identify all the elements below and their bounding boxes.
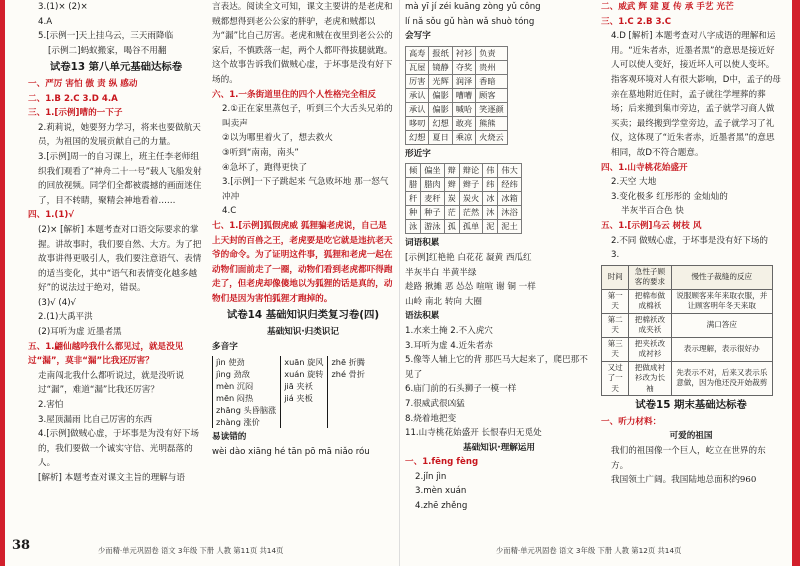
word-cell: 伟 [483, 164, 498, 178]
table-header-cell: 急性子顾客的要求 [629, 265, 671, 289]
word-cell: 泥 [483, 220, 498, 234]
word-cell: 辩论 [459, 164, 482, 178]
answer-line: wèi dào xiāng hé tān pō mā niǎo róu [212, 446, 370, 457]
answer-line: 易读错的 [212, 432, 247, 443]
answer-line: 山岭 南北 转向 大圈 [405, 296, 482, 307]
table-cell: 把棉布做成棉袄 [629, 289, 671, 313]
answer-line: 试卷14 基础知识归类复习卷(四) [226, 309, 380, 322]
word-cell: 偏坐 [421, 164, 444, 178]
answer-line: 六、1.一条街道里住的四个人性格完全相反 [212, 89, 376, 100]
word-cell: 承认 [406, 88, 429, 102]
answer-line: 5.[示例一]天上挂乌云，三天雨降临 [38, 31, 174, 42]
word-cell: 茫 [444, 206, 459, 220]
answer-line: 6.庙门前的石头狮子一模一样 [405, 384, 517, 395]
answer-line: ④急坏了，跑得更快了 [222, 162, 308, 173]
word-cell: 火烧云 [476, 130, 508, 144]
answer-line: 四、1.山寺桃花始盛开 [601, 162, 688, 173]
polyphone-cell: mēn 闷热 [213, 392, 281, 404]
answer-line: (2)耳听为虚 近墨者黑 [38, 327, 122, 338]
answer-line: 3.屋顶漏雨 比自己厉害的东西 [38, 414, 153, 425]
answer-column-4 [601, 0, 781, 540]
answer-line: 3.mèn xuán [415, 486, 467, 497]
polyphone-cell: xuán 旋转 [281, 368, 328, 380]
word-cell: 经纬 [498, 178, 521, 192]
table-header-cell: 慢性子裁缝的反应 [671, 265, 773, 289]
word-cell: 贵州 [476, 60, 508, 74]
answer-line: 2.天空 大地 [611, 177, 657, 188]
word-cell: 承认 [406, 102, 429, 116]
word-cell: 孤 [444, 220, 459, 234]
answer-line: 2.jǐn jìn [415, 471, 447, 482]
word-cell: 顾客 [476, 88, 508, 102]
answer-line: 可爱的祖国 [669, 431, 713, 442]
word-cell: 镜静 [429, 60, 452, 74]
word-cell: 炭火 [459, 192, 482, 206]
answer-line: 五、1.[示例]乌云 树枝 风 [601, 220, 702, 231]
answer-line: ③听到“南南，南头” [222, 147, 299, 158]
answer-line: 半灰半白 半黄半绿 [405, 267, 477, 278]
answer-line: 4.C [222, 206, 237, 217]
word-cell: 种 [406, 206, 421, 220]
answer-line: 3. [611, 250, 620, 261]
table-cell: 把夹袄改成衬衫 [629, 337, 671, 361]
word-cell: 冰箱 [498, 192, 521, 206]
story-table [601, 265, 781, 397]
word-cell: 瓦屋 [406, 60, 429, 74]
table-header-cell: 时间 [602, 265, 629, 289]
answer-line: 语法积累 [405, 311, 440, 322]
answer-line: 基础知识·归类识记 [266, 327, 339, 338]
word-cell: 倾 [406, 164, 421, 178]
answer-line: 8.烧着地把变 [405, 413, 457, 424]
answer-line: 试卷15 期末基础达标卷 [635, 399, 747, 412]
word-cell: 秆 [406, 192, 421, 206]
answer-line: 2.不同 做贼心虚，于坏事是没有好下场的 [611, 235, 769, 246]
word-cell: 辩 [444, 164, 459, 178]
answer-line: 二、1.B 2.C 3.D 4.A [28, 93, 118, 104]
answer-line: 一、严厉 害怕 傲 责 纵 感动 [28, 78, 138, 89]
word-cell: 高寿 [406, 46, 429, 60]
answer-line: 基础知识·理解运用 [462, 442, 535, 453]
answer-line: 多音字 [212, 341, 238, 352]
word-cell: 炭 [444, 192, 459, 206]
answer-line: 4.D [解析] 本题考查对八字成语的理解和运用。“近朱者赤，近墨者黑”的意思是接近好人可以使人变好，接近坏人可以使人变坏。指客观环境对人有很大影响，D中，孟子的母亲在墓地附近住时，孟子就往学埋葬的葬场；后来搬到集市旁边，孟子就学习商人做买卖；最终搬到学堂旁边，孟子就学习了礼仪，这体现了“近朱者赤，近墨者黑”的意思相同，故D不符合题意。 [611, 31, 781, 158]
word-cell: 辫 [444, 178, 459, 192]
answer-line: 词语积累 [405, 238, 440, 249]
word-cell: 游泳 [421, 220, 444, 234]
answer-line: 4.zhē zhěng [415, 501, 468, 512]
polyphone-cell: jiá 夹板 [281, 392, 328, 404]
answer-line: 我国领土广阔。我国陆地总面积约960 [611, 475, 757, 486]
word-cell: 笑逐颜 [476, 102, 508, 116]
word-cell: 泳 [406, 220, 421, 234]
answer-line: 4.[示例]做贼心虚，于坏事是为没有好下场的，我们要做一个诚实守信、光明磊落的人。 [38, 429, 199, 469]
answer-line: [示例二]蚂蚁搬家，喝谷不用翻 [48, 45, 167, 56]
polyphone-cell [328, 380, 369, 392]
answer-line: 三、1.C 2.B 3.C [601, 16, 672, 27]
polyphone-cell [281, 416, 328, 428]
table-cell: 又过了一天 [602, 361, 629, 396]
table-cell: 先表示不对，后来又表示乐意做，因为他还没开始裁剪 [671, 361, 773, 396]
answer-line: 3.变化极多 红彤彤的 金灿灿的 [611, 191, 728, 202]
right-edge-bar [792, 0, 800, 566]
answer-line: (2)× [解析] 本题考查对口语交际要求的掌握。讲故事时，我们要自然、大方。为了把故事讲得更吸引人，我们要注意语气、表情的适当变化，其中“语气和表情变化越多越好”的说法过于绝对，错误。 [38, 224, 202, 294]
word-cell: 辫子 [459, 178, 482, 192]
table-cell: 第三天 [602, 337, 629, 361]
footer-right: 少而精·单元巩固卷 语文 3年级 下册 人教 第12页 共14页 [496, 546, 682, 555]
answer-line: 言表达。阅读全文可知，课文主要讲的是老虎和贼都想得到老公公家的胖驴，老虎和贼都以为“漏”比自己厉害。老虎和贼在夜里到老公公的家后，不慎跌落一起，两个人都吓得拔腿就跑。这个故事告诉我们做贼心虚，于坏事是没有好下场的。 [212, 2, 393, 85]
answer-line: 2.害怕 [38, 400, 64, 411]
answer-line: 3.[示例]周一的自习课上，班主任李老师组织我们观看了“神舟二十一号”载人飞船发射的回放视频。同学们全都被震撼的画面迷住了，目不转睛，聚精会神地看着…… [38, 151, 202, 206]
answer-line: 三、1.[示例]嘈的一下子 [28, 108, 123, 119]
polyphone-cell [328, 404, 369, 416]
answer-line: mà yī jí zéi kuāng zòng yǔ công [405, 2, 541, 12]
answer-line: 一、听力材料： [601, 416, 662, 427]
answer-line: 二、威武 辉 建 夏 传 承 手艺 光芒 [601, 2, 734, 12]
word-cell: 茫然 [459, 206, 482, 220]
answer-line: ②以为哪里着火了，想去救火 [222, 133, 333, 144]
word-cell: 光辉 [429, 74, 452, 88]
answer-line: 2.莉莉说，她要努力学习，将来也要做航天员，为祖国的发展贡献自己的力量。 [38, 122, 201, 148]
answer-line: 3.[示例]一下子跳起来 气急败坏地 那一怒气冲冲 [222, 177, 389, 202]
word-cell: 夺奖 [452, 60, 475, 74]
word-cell: 伟大 [498, 164, 521, 178]
polyphone-cell: jìn 使劲 [213, 356, 281, 368]
answer-line: 五、1.翩仙越吟我什么都见过，就是没见过“漏”，莫非“漏”比我还厉害？ [28, 341, 184, 367]
word-cell: 报纸 [429, 46, 452, 60]
word-cell: 乘凉 [452, 130, 475, 144]
answer-line: 5.像等人辅上它的背 那匹马大起来了，爬巴那不见了 [405, 355, 588, 380]
answer-line: 1.水来土掩 2.不入虎穴 [405, 325, 493, 336]
answer-line: 会写字 [405, 31, 431, 42]
word-cell: 沐 [483, 206, 498, 220]
answer-line: 四、1.(1)√ [28, 210, 74, 221]
page-divider [399, 0, 400, 566]
word-cell: 喊哈 [452, 102, 475, 116]
word-cell: 夏日 [429, 130, 452, 144]
word-cell: 敢亮 [452, 116, 475, 130]
answer-line: 11.山寺桃花始盛开 长恨春归无觅处 [405, 428, 542, 439]
answer-line: 3.(1)× (2)× [38, 2, 88, 12]
word-cell: 腊肉 [421, 178, 444, 192]
answer-line: 3.耳听为虚 4.近朱者赤 [405, 340, 493, 351]
answer-line: [解析] 本题考查对课文主旨的理解与语 [38, 473, 185, 483]
word-cell: 负责 [476, 46, 508, 60]
answer-line: (3)√ (4)√ [38, 297, 77, 308]
word-cell: 偏影 [429, 88, 452, 102]
answer-line: 七、1.[示例]狐假虎威 狐狸骗老虎说，自己是上天封的百兽之王，老虎要是吃它就是违抗老天爷的命令。为了证明这件事，狐狸和老虎一起在动物们面前走了一圈，动物们看到老虎都吓得跑走了，但老虎却像傻地以为狐狸的话是真的，动物们是因为害怕狐狸才跑掉的。 [212, 220, 393, 304]
answer-line: 我们的祖国像一个巨人，屹立在世界的东方。 [611, 445, 766, 471]
polyphone-table [212, 356, 369, 428]
left-edge-bar [0, 0, 5, 566]
answer-line: 走南闯北我什么都听说过，就是没听说过“漏”，难道“漏”比我还厉害？ [38, 370, 185, 396]
answer-line: lí nǎ sǒu gǔ hàn wǎ shuò tóng [405, 16, 535, 27]
word-cell: 香暗 [476, 74, 508, 88]
word-cell: 泥土 [498, 220, 521, 234]
answer-line: 试卷13 第八单元基础达标卷 [49, 61, 183, 74]
answer-line: 一、1.fēng fèng [405, 457, 479, 468]
answer-line: 2.①正在家里蒸包子，听到三个大舌头兄弟的叫卖声 [222, 104, 393, 129]
polyphone-cell: zhé 骨折 [328, 368, 369, 380]
word-grid [405, 46, 508, 145]
word-cell: 偏影 [429, 102, 452, 116]
similar-char-grid [405, 163, 522, 234]
word-cell: 润泽 [452, 74, 475, 88]
polyphone-cell [281, 404, 328, 416]
table-cell: 表示理解，表示很好办 [671, 337, 773, 361]
table-cell: 第二天 [602, 313, 629, 337]
table-cell: 第一天 [602, 289, 629, 313]
answer-line: 4.A [38, 16, 53, 27]
table-cell: 满口答应 [671, 313, 773, 337]
answer-column-2 [212, 0, 394, 540]
answer-line: 形近字 [405, 148, 431, 159]
answer-column-3 [405, 0, 593, 540]
word-cell: 幻想 [429, 116, 452, 130]
answer-line: 趁路 揪摊 恶 怂怂 喧喧 谢 铜 一样 [405, 282, 536, 293]
polyphone-cell: zhē 折腾 [328, 356, 369, 368]
word-cell: 种子 [421, 206, 444, 220]
table-cell: 说服顾客来年来取衣服，并让顾客明年冬天来取 [671, 289, 773, 313]
answer-line: 2.(1)大禹平洪 [38, 312, 93, 323]
polyphone-cell [328, 416, 369, 428]
page-number: 38 [12, 538, 31, 553]
polyphone-cell: xuān 旋风 [281, 356, 328, 368]
word-cell: 厉害 [406, 74, 429, 88]
polyphone-cell: zhāng 头昏脑涨 [213, 404, 281, 416]
word-cell: 沐浴 [498, 206, 521, 220]
answer-column-1 [28, 0, 204, 540]
polyphone-cell: zhàng 涨价 [213, 416, 281, 428]
word-cell: 衬衫 [452, 46, 475, 60]
polyphone-cell: jìng 劲敌 [213, 368, 281, 380]
word-cell: 纬 [483, 178, 498, 192]
word-cell: 熊熊 [476, 116, 508, 130]
word-cell: 孤单 [459, 220, 482, 234]
polyphone-cell: jiā 夹袄 [281, 380, 328, 392]
table-cell: 把做成衬衫改为长袖 [629, 361, 671, 396]
word-cell: 麦秆 [421, 192, 444, 206]
word-cell: 幻想 [406, 130, 429, 144]
answer-line: [示例]红艳艳 白花花 凝黄 西瓜红 [405, 252, 532, 263]
answer-line: 半灰半百合色 快 [621, 206, 684, 217]
footer-left: 少而精·单元巩固卷 语文 3年级 下册 人教 第11页 共14页 [98, 546, 284, 555]
table-cell: 把棉袄改成夹袄 [629, 313, 671, 337]
word-cell: 嘈嘈 [452, 88, 475, 102]
word-cell: 腊 [406, 178, 421, 192]
word-cell: 冰 [483, 192, 498, 206]
polyphone-cell: mèn 沉闷 [213, 380, 281, 392]
polyphone-cell [328, 392, 369, 404]
answer-line: 7.很威武很凶猛 [405, 398, 465, 409]
word-cell: 哆叨 [406, 116, 429, 130]
